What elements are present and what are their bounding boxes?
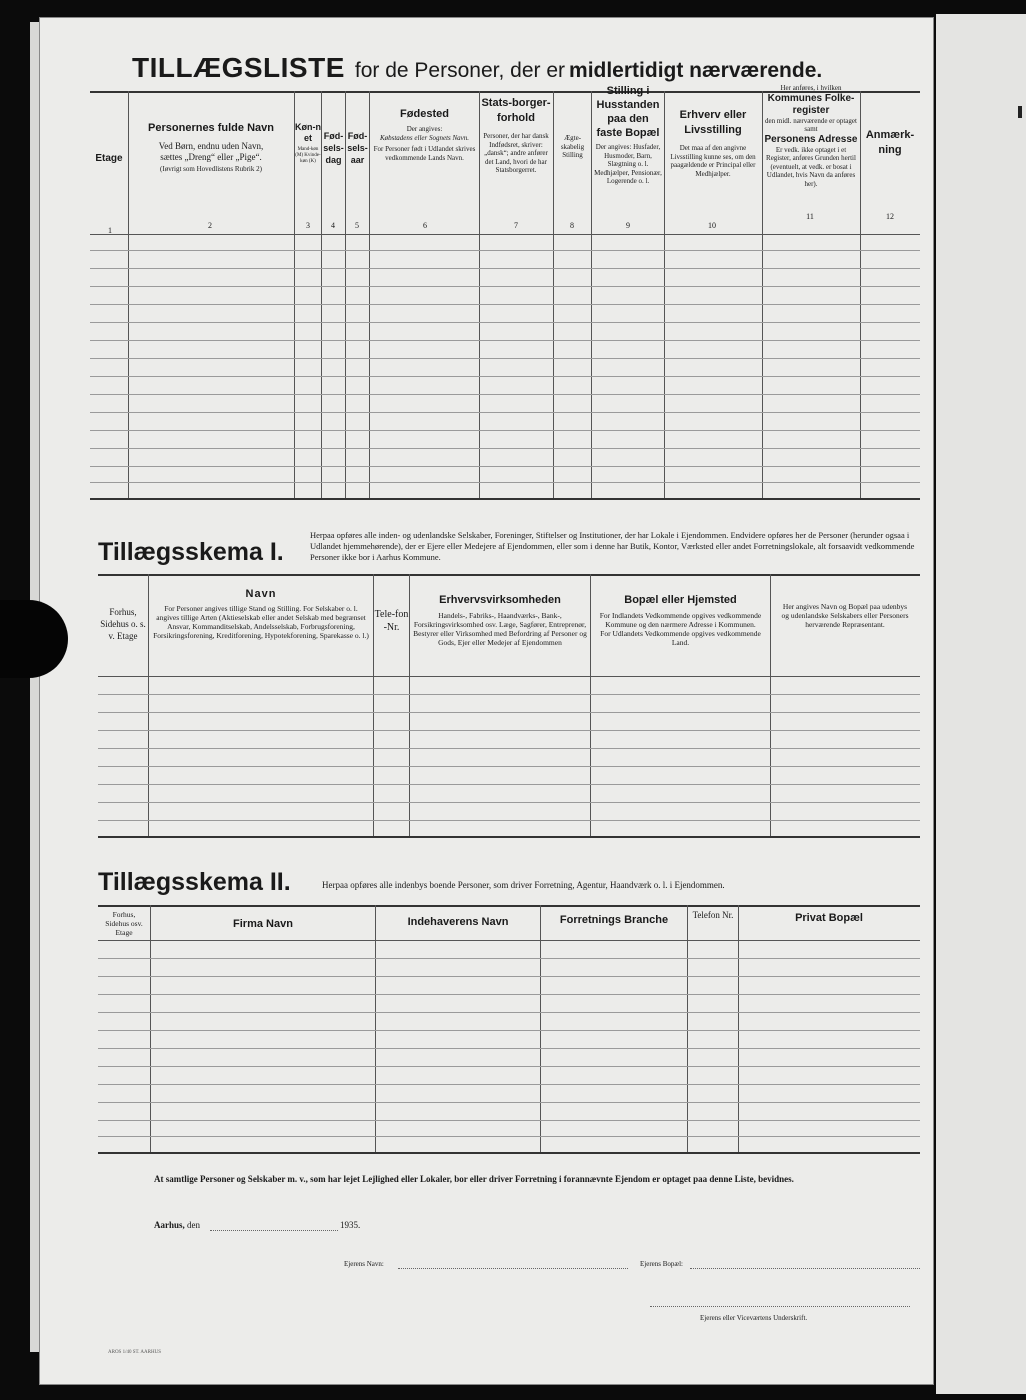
footer-year: 1935.	[340, 1220, 361, 1230]
col-birthday-head: Fød-sels-dag	[323, 131, 344, 165]
col-occupation-header	[666, 108, 760, 178]
col-marital-head: Ægte-skabelig Stilling	[560, 134, 585, 159]
title-big: TILLÆGSLISTE	[132, 52, 345, 83]
skema1-col-representative: Her angives Navn og Bopæl paa udenbys og udenlandske Selskabers eller Personers herværende Repræsentant.	[781, 602, 909, 629]
skema1-col-address-sub1: For Indlandets Vedkommende opgives vedkommende Kommune og den nærmere Adresse i Kommunen.	[599, 611, 762, 629]
col-name-sub3: (Iøvrigt som Hovedlistens Rubrik 2)	[160, 165, 262, 173]
skema1-col-business-header	[412, 594, 588, 647]
page-title	[132, 52, 932, 84]
owner-address-field[interactable]	[690, 1268, 920, 1269]
skema1-col-address-sub2: For Udlandets Vedkommende opgives vedkommende Land.	[600, 629, 761, 647]
owner-name-field[interactable]	[398, 1268, 628, 1269]
col-occupation-head: Erhverv eller Livsstilling	[679, 109, 747, 136]
signature-label: Ejerens eller Viceværtens Underskrift.	[700, 1314, 808, 1322]
col1-num: 1	[108, 226, 112, 235]
col-register-head: Kommunes Folke-register	[767, 92, 855, 116]
skema1-col-name-header	[152, 588, 370, 640]
col-birthplace-sub2: Købstadens eller Sognets Navn.	[379, 133, 470, 142]
col7-num: 7	[514, 221, 518, 230]
col-household-sub: Der angives: Husfader, Husmoder, Barn, Slægtning o. l. Medhjælper, Pensionær, Logerende o. l.	[594, 143, 662, 185]
owner-name-label: Ejerens Navn:	[344, 1260, 384, 1268]
col-birthplace-head: Fødested	[400, 108, 449, 120]
col-name-head: Personernes fulde Navn	[148, 122, 274, 134]
signature-field[interactable]	[650, 1306, 910, 1307]
title-rest-b: midlertidigt nærværende.	[569, 59, 823, 82]
col-gender-sub: Mand-køn (M) Kvinde-køn (K)	[295, 147, 321, 164]
skema2-col-branch: Forretnings Branche	[559, 914, 669, 926]
col-gender-header	[295, 122, 321, 165]
col3-num: 3	[306, 221, 310, 230]
footer-den: den	[187, 1220, 201, 1230]
skema1-col-address-header	[593, 594, 768, 647]
footer-date-line	[154, 1220, 454, 1230]
skema1-col-address-head: Bopæl eller Hjemsted	[624, 594, 737, 606]
footer-city: Aarhus,	[154, 1220, 185, 1230]
col5-num: 5	[355, 221, 359, 230]
col-occupation-sub: Det maa af den angivne Livsstilling kunne ses, om den paagældende er Principal eller Medhjælper.	[670, 144, 756, 178]
col-birthplace-sub1: Der angives:	[406, 125, 443, 133]
skema1-col-etage: Forhus, Sidehus o. s. v. Etage	[100, 607, 146, 641]
footer-statement: At samtlige Personer og Selskaber m. v., som har lejet Lejlighed eller Lokaler, bor eller driver Forretning i forannævnte Ejendom er optaget paa denne Liste, bevidnes.	[154, 1174, 794, 1184]
skema2-col-firm: Firma Navn	[233, 918, 293, 930]
col4-num: 4	[331, 221, 335, 230]
skema1-col-phone: Tele-fon-Nr.	[374, 609, 409, 633]
col-name-sub2: sættes „Dreng“ eller „Pige“.	[160, 152, 262, 162]
col-name-header	[130, 122, 292, 174]
col12-num: 12	[886, 212, 894, 221]
col-household-head: Stilling i Husstanden paa den faste Bopæl	[596, 85, 660, 139]
col-gender-head: Køn-net	[295, 122, 321, 143]
col8-num: 8	[570, 221, 574, 230]
skema1-col-business-head: Erhvervsvirksomheden	[439, 594, 561, 606]
col-name-sub1: Ved Børn, endnu uden Navn,	[158, 141, 264, 151]
col-register-header	[763, 84, 859, 188]
skema1-col-business-sub: Handels-, Fabriks-, Haandværks-, Bank-, Forsikringsvirksomhed osv. Læge, Sagfører, Entreprenør, Bestyrer eller Virksomhed med Befordring af Personer og Gods, Ejer eller Medejer af Ejendommen	[413, 611, 587, 647]
col2-num: 2	[208, 221, 212, 230]
col-etage-head: Etage	[95, 153, 123, 164]
col-citizenship-head: Stats-borger-forhold	[481, 97, 551, 124]
col-register-sub1: Her anføres, i hvilken	[780, 84, 842, 92]
skema1-intro: Herpaa opføres alle inden- og udenlandske Selskaber, Foreninger, Stiftelser og Institutioner, der har Lokale i Ejendommen. Endvidere opføres her de Personer (herunder ogsaa i Udlandet hjemmehørende), der er Ejere eller Medejere af Ejendommen, eller som i denne har Butik, Kontor, Værksted eller andet Forretningslokale, alt forsaavidt vedkommende Personer ikke bor i Aarhus Kommune.	[310, 530, 915, 562]
col9-num: 9	[626, 221, 630, 230]
col-household-header	[593, 84, 663, 186]
skema2-col-etage: Forhus, Sidehus osv. Etage	[105, 910, 143, 937]
next-page-edge	[936, 14, 1026, 1394]
skema2-col-phone: Telefon Nr.	[692, 910, 734, 920]
col-birthplace-sub3: For Personer født i Udlandet skrives vedkommende Lands Navn.	[373, 145, 476, 162]
form-page	[40, 18, 933, 1384]
date-field[interactable]	[210, 1230, 338, 1231]
col6-num: 6	[423, 221, 427, 230]
col-citizenship-header	[481, 96, 551, 175]
col11-num: 11	[806, 212, 814, 221]
skema2-col-owner: Indehaverens Navn	[407, 916, 509, 928]
col-birthyear-head: Fød-sels-aar	[347, 131, 368, 165]
skema2-title: Tillægsskema II.	[98, 868, 291, 896]
col-register-head2: Personens Adresse	[764, 133, 858, 145]
skema2-col-private-address: Privat Bopæl	[795, 912, 863, 924]
skema1-col-name-head: Navn	[245, 588, 277, 600]
col-citizenship-sub: Personer, der har dansk Indfødsret, skriver: „dansk“; andre anfører det Land, hvori de har Statsborgerret.	[483, 132, 549, 174]
title-rest-a: for de Personer, der er	[354, 59, 566, 82]
owner-address-label: Ejerens Bopæl:	[640, 1260, 683, 1268]
col-birthplace-header	[372, 108, 477, 162]
printer-mark: AROS 1/40 ST. AARHUS	[108, 1350, 161, 1355]
skema1-col-name-sub: For Personer angives tillige Stand og Stilling. For Selskaber o. l. angives tillige Arten (Aktieselskab eller andet Selskab med begrænset Ansvar, Kommanditselskab, Andelsselskab, Forbrugsforening, Forsikringsforening, Kreditforening, Hypotekforening, Sparekasse o. l.)	[153, 604, 369, 640]
col-register-sub2: den midl. nærværende er optaget samt	[765, 116, 857, 133]
skema1-title: Tillægsskema I.	[98, 538, 284, 566]
col-remarks-head: Anmærk-ning	[865, 129, 915, 156]
col10-num: 10	[708, 221, 716, 230]
col-register-sub3: Er vedk. ikke optaget i et Register, anføres Grunden hertil (eventuelt, at vedk. er bosat i Udlandet, hvis Navn da anføres her).	[766, 145, 856, 188]
skema2-intro: Herpaa opføres alle indenbys boende Personer, som driver Forretning, Agentur, Haandværk o. l. i Ejendommen.	[322, 880, 725, 890]
